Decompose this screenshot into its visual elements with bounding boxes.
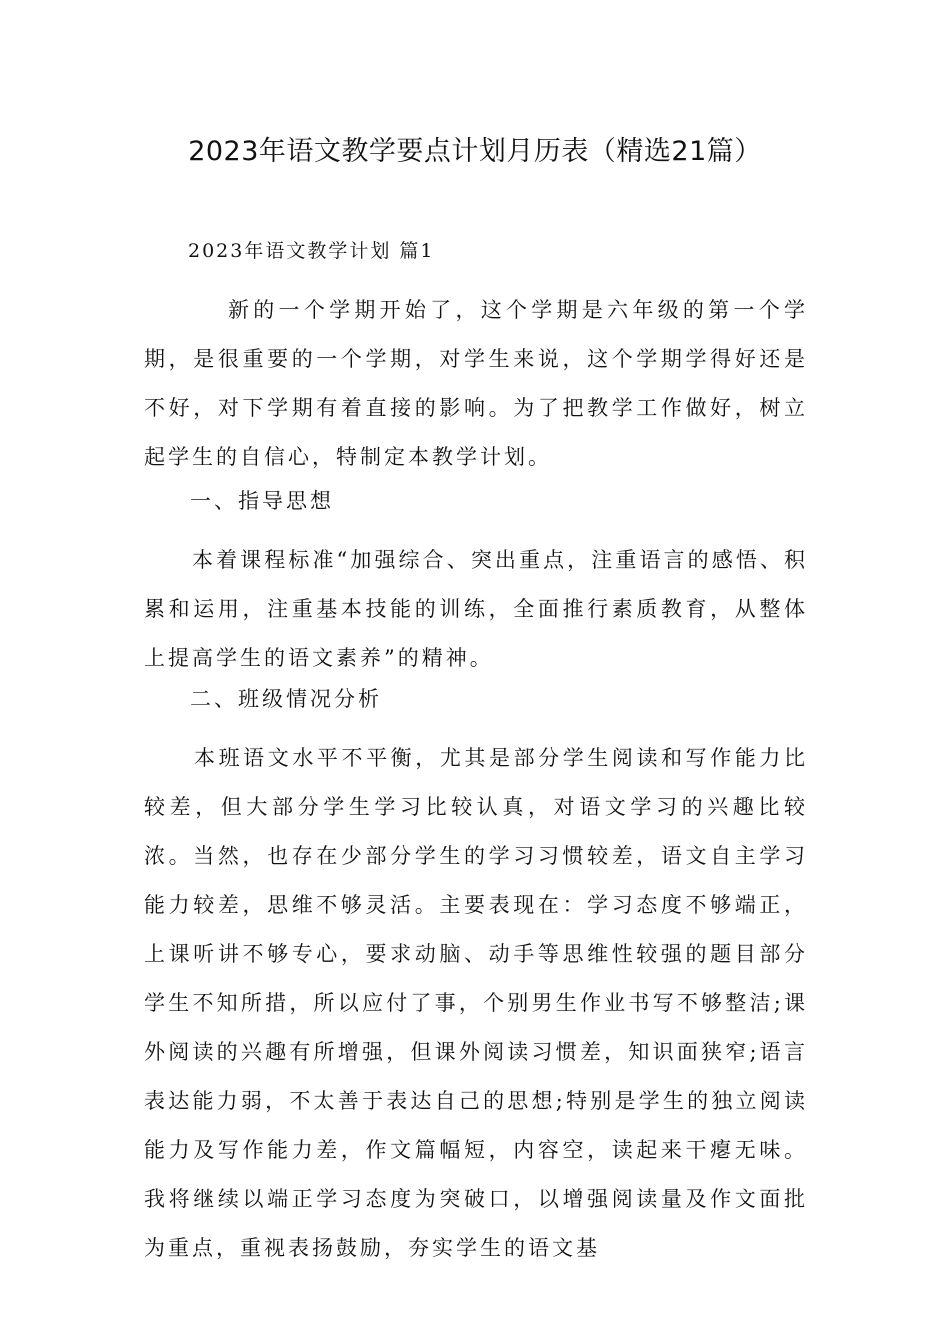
heading-guiding-thought: 一、指导思想: [190, 489, 334, 513]
guiding-thought-paragraph: 本着课程标准“加强综合、突出重点，注重语言的感悟、积累和运用，注重基本技能的训练，全面推行素质教育，从整体上提高学生的语文素养”的精神。: [144, 548, 808, 670]
class-analysis-paragraph: 本班语文水平不平衡，尤其是部分学生阅读和写作能力比较差，但大部分学生学习比较认真，对语文学习的兴趣比较浓。当然，也存在少部分学生的学习习惯较差，语文自主学习能力较差，思维不够灵活。主要表现在：学习态度不够端正，上课听讲不够专心，要求动脑、动手等思维性较强的题目部分学生不知所措，所以应付了事，个别男生作业书写不够整洁;课外阅读的兴趣有所增强，但课外阅读习惯差，知识面狭窄;语言表达能力弱，不太善于表达自己的思想;特别是学生的独立阅读能力及写作能力差，作文篇幅短，内容空，读起来干瘪无味。我将继续以端正学习态度为突破口，以增强阅读量及作文面批为重点，重视表扬鼓励，夯实学生的语文基: [144, 746, 808, 1260]
intro-paragraph: 新的一个学期开始了，这个学期是六年级的第一个学期，是很重要的一个学期，对学生来说，这个学期学得好还是不好，对下学期有着直接的影响。为了把教学工作做好，树立起学生的自信心，特制定本教学计划。: [144, 298, 808, 469]
section-title: 2023年语文教学计划 篇1: [188, 240, 435, 262]
heading-class-analysis: 二、班级情况分析: [190, 687, 382, 711]
document-title: 2023年语文教学要点计划月历表（精选21篇）: [188, 136, 762, 167]
